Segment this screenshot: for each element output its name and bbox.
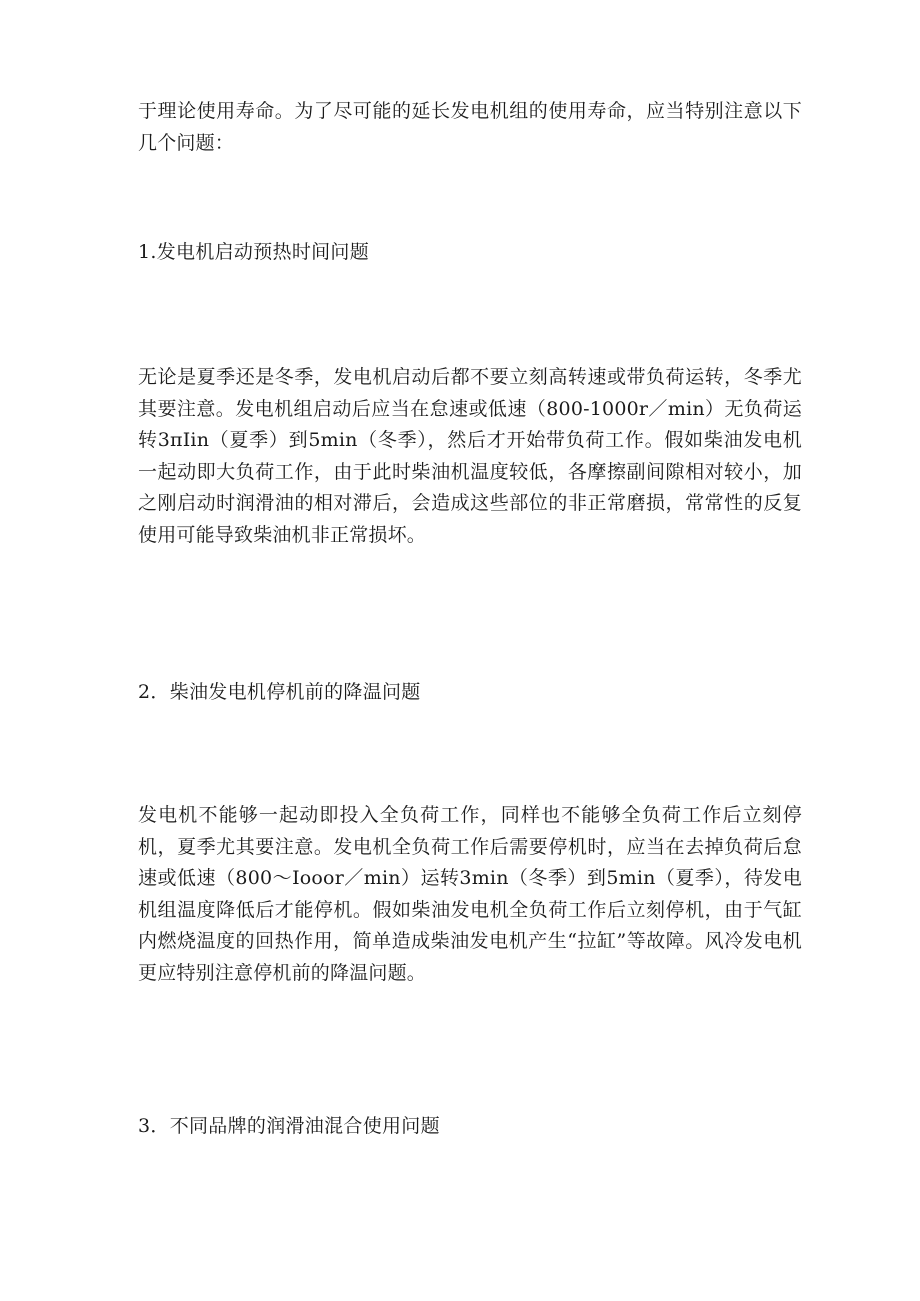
intro-paragraph: 于理论使用寿命。为了尽可能的延长发电机组的使用寿命，应当特别注意以下几个问题： (138, 100, 802, 154)
section-2-body: 发电机不能够一起动即投入全负荷工作，同样也不能够全负荷工作后立刻停机，夏季尤其要注意。发电机全负荷工作后需要停机时，应当在去掉负荷后怠速或低速（800～Iooor／min）运转3min（冬季）到5min（夏季），待发电机组温度降低后才能停机。假如柴油发电机全负荷工作后立刻停机，由于气缸内燃烧温度的回热作用，简单造成柴油发电机产生“拉缸”等故障。风冷发电机更应特别注意停机前的降温问题。 (138, 804, 802, 984)
section-1-heading: 1.发电机启动预热时间问题 (138, 241, 370, 263)
section-3-heading: 3．不同品牌的润滑油混合使用问题 (138, 1115, 440, 1137)
section-2-heading: 2．柴油发电机停机前的降温问题 (138, 681, 421, 703)
section-1-body: 无论是夏季还是冬季，发电机启动后都不要立刻高转速或带负荷运转，冬季尤其要注意。发电机组启动后应当在怠速或低速（800-1000r／min）无负荷运转3πIin（夏季）到5min（冬季），然后才开始带负荷工作。假如柴油发电机一起动即大负荷工作，由于此时柴油机温度较低，各摩擦副间隙相对较小，加之刚启动时润滑油的相对滞后，会造成这些部位的非正常磨损，常常性的反复使用可能导致柴油机非正常损坏。 (138, 366, 802, 546)
